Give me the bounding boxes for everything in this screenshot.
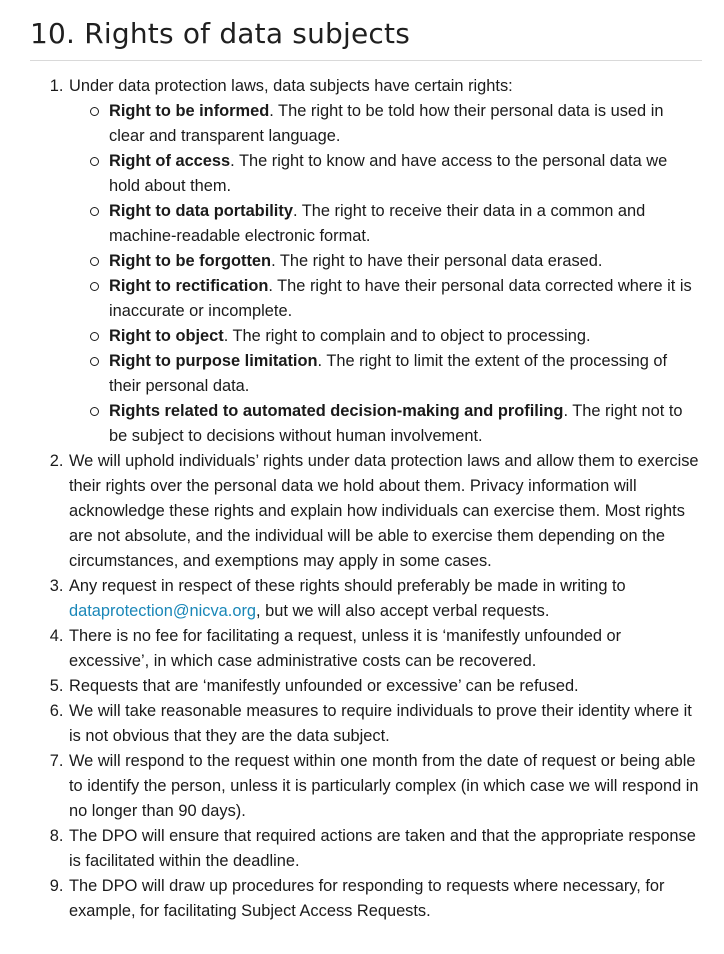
rights-sublist [69, 99, 702, 449]
right-name: Right to be informed [109, 102, 270, 120]
right-item [109, 324, 702, 349]
right-name: Right to be forgotten [109, 252, 272, 270]
right-item [109, 199, 702, 249]
list-item-text: There is no fee for facilitating a request, unless it is ‘manifestly unfounded or excessive’, in which case administrative costs can be recovered. [69, 627, 622, 670]
email-link[interactable]: dataprotection@nicva.org [69, 602, 257, 620]
right-item [109, 149, 702, 199]
list-item [68, 74, 702, 449]
heading-divider [30, 60, 702, 61]
section-heading: 10. Rights of data subjects [30, 17, 410, 50]
right-item [109, 274, 702, 324]
list-item [68, 824, 702, 874]
right-name: Right to rectification [109, 277, 269, 295]
list-item [68, 699, 702, 749]
right-item [109, 99, 702, 149]
right-name: Right to object [109, 327, 224, 345]
right-item [109, 349, 702, 399]
list-item-text: The DPO will draw up procedures for responding to requests where necessary, for example, for facilitating Subject Access Requests. [69, 877, 665, 920]
right-description: . The right to have their personal data erased. [271, 252, 603, 270]
right-description: . The right not to be subject to decisions without human involvement. [109, 402, 683, 445]
list-item [68, 574, 702, 624]
list-item [68, 874, 702, 924]
list-item [68, 674, 702, 699]
rights-list [30, 74, 702, 924]
right-description: . The right to limit the extent of the processing of their personal data. [109, 352, 668, 395]
right-description: . The right to complain and to object to processing. [223, 327, 591, 345]
right-description: . The right to know and have access to the personal data we hold about them. [109, 152, 668, 195]
list-item-text: , but we will also accept verbal requests. [256, 602, 550, 620]
right-item [109, 249, 702, 274]
right-name: Rights related to automated decision-making and profiling [109, 402, 564, 420]
list-item-text: The DPO will ensure that required actions are taken and that the appropriate response is facilitated within the deadline. [69, 827, 696, 870]
right-description: . The right to be told how their personal data is used in clear and transparent language. [109, 102, 664, 145]
list-item-text: Requests that are ‘manifestly unfounded or excessive’ can be refused. [69, 677, 579, 695]
list-item [68, 624, 702, 674]
list-item [68, 449, 702, 574]
right-description: . The right to have their personal data corrected where it is inaccurate or incomplete. [109, 277, 692, 320]
list-item-text: Under data protection laws, data subjects have certain rights: [69, 77, 513, 95]
list-item-text: We will take reasonable measures to require individuals to prove their identity where it is not obvious that they are the data subject. [69, 702, 692, 745]
list-item [68, 749, 702, 824]
list-item-text: Any request in respect of these rights should preferably be made in writing to [69, 577, 626, 595]
right-item [109, 399, 702, 449]
right-name: Right of access [109, 152, 231, 170]
right-description: . The right to receive their data in a common and machine-readable electronic format. [109, 202, 646, 245]
list-item-text: We will respond to the request within one month from the date of request or being able to identify the person, unless it is particularly complex (in which case we will respond in no longer than 90 days). [69, 752, 699, 820]
right-name: Right to data portability [109, 202, 293, 220]
right-name: Right to purpose limitation [109, 352, 318, 370]
list-item-text: We will uphold individuals’ rights under data protection laws and allow them to exercise their rights over the personal data we hold about them. Privacy information will acknowledge these rights and explain how individuals can exercise them. Most rights are not absolute, and the individual will be able to exercise them depending on the circumstances, and exemptions may apply in some cases. [69, 452, 699, 570]
